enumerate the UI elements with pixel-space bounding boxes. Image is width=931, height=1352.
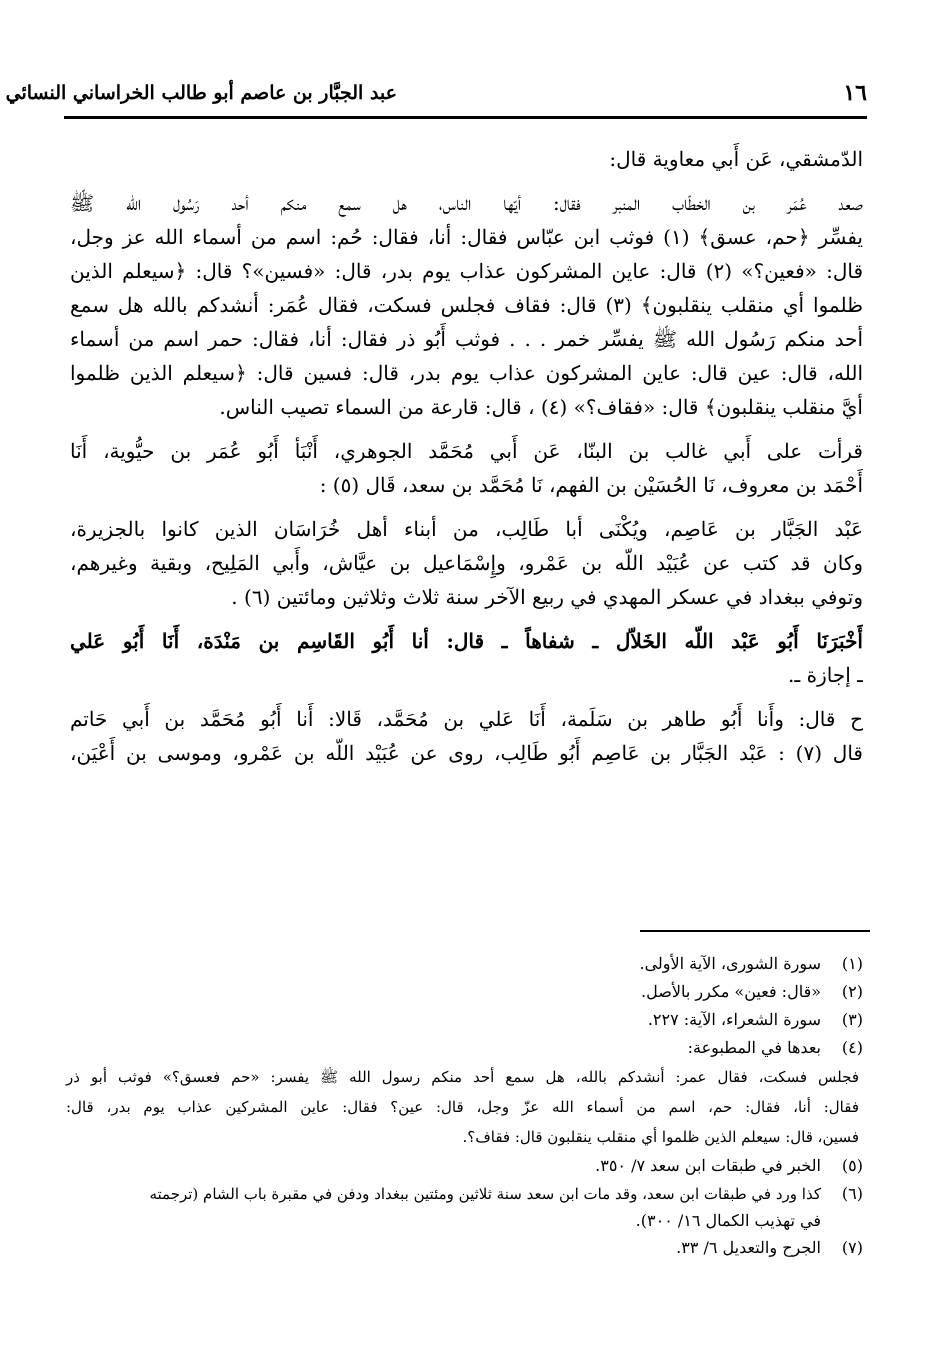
footnote-continuation: في تهذيب الكمال ١٦/ ٣٠٠). [635,1211,821,1230]
text-line: أيَّ منقلب ينقلبون﴾ قال: «فقاف؟» (٤) ، قال: قارعة من السماء تصيب الناس. [219,395,863,419]
text-line: ح قال: وأَنا أَبُو طاهر بن سَلَمة، أَنَا عَلي بن مُحَمَّد، قَالا: أَنا أَبُو مُحَمَّد بن أَبي حَاتم [70,707,863,731]
footnote [66,1006,863,1034]
footnote [66,950,863,978]
footnote-text: بعدها في المطبوعة: [687,1038,821,1057]
footnote-number: (٢) [841,982,863,1001]
footnote [66,1180,863,1208]
text-line: صعد عُمَر بن الخطّاب المنبر فقال: أيّها الناس، هل سمع منكم أحد رَسُول الله ﷺ [70,191,863,215]
footnote-text: سورة الشورى، الآية الأولى. [639,954,821,973]
footnote-number: (٤) [841,1038,863,1057]
footnote-text: كذا ورد في طبقات ابن سعد، وقد مات ابن سعد سنة ثلاثين ومئتين ببغداد ودفن في مقبرة باب الشام (ترجمته [149,1185,821,1203]
text-line: قال (٧) : عَبْد الجَبَّار بن عَاصِم أَبُو طَالِب، روى عن عُبَيْد اللّه بن عَمْرو، وموسى بن أَعْيَن، [70,741,863,765]
footnote-quote-line: فسين، قال: سيعلم الذين ظلموا أي منقلب ينقلبون قال: فقاف؟. [462,1128,859,1146]
text-line: أَحْمَد بن معروف، نَا الحُسَيْن بن الفهم، نَا مُحَمَّد بن سعد، قَال (٥) : [319,473,863,497]
running-header [5,78,867,118]
footnote-text: «قال: فعين» مكرر بالأصل. [641,982,821,1001]
footnote-number: (٥) [841,1156,863,1175]
footnote [66,1034,863,1062]
main-text [70,142,863,770]
page-number: ١٦ [843,80,867,106]
header-rule [64,116,867,119]
text-line: وتوفي ببغداد في عسكر المهدي في ربيع الآخر سنة ثلاث وثلاثين ومائتين (٦) . [231,585,863,609]
footnote-number: (٧) [841,1238,863,1257]
text-line: قال: «فعين؟» (٢) قال: عاين المشركون عذاب يوم بدر، قال: «فسين»؟ قال: ﴿سيعلم الذين [70,259,863,283]
text-line: وكان قد كتب عن عُبَيْد اللّه بن عَمْرو، وإِسْمَاعيل بن عيَّاش، وأَبي المَلِيح، وبقية وغيرهم، [70,551,863,575]
text-line: الدّمشقي، عَن أَبي معاوية قال: [609,147,863,171]
footnote-text: الخبر في طبقات ابن سعد ٧/ ٣٥٠. [595,1156,821,1175]
footnotes [66,950,863,1262]
footnote-quote-line: فقال: أنا، فقال: حم، اسم من أسماء الله عزّ وجل، قال: عين؟ فقال: عاين المشركين عذاب يوم بدر، قال: [66,1098,859,1116]
footnote-quote-line: فجلس فسكت، فقال عمر: أنشدكم بالله، هل سمع أحد منكم رسول الله ﷺ يفسر: «حم فعسق؟» فوثب أبو ذر [66,1068,859,1086]
text-line: ظلموا أي منقلب ينقلبون﴾ (٣) قال: فقاف فجلس فسكت، فقال عُمَر: أنشدكم بالله هل سمع [70,293,863,317]
footnote [66,1234,863,1262]
footnote-number: (٦) [841,1184,863,1203]
text-line: قرأت على أَبي غالب بن البنّا، عَن أَبي مُحَمَّد الجوهري، أَنْبَأ أَبُو عُمَر بن حيُّوية، أَنَا [70,439,863,463]
footnote-separator [640,930,870,932]
text-line: عَبْد الجَبَّار بن عَاصِم، ويُكْنَى أبا طَالِب، من أبناء أهل خُرَاسَان الذين كانوا بالجزيرة، [70,517,863,541]
text-line: أحد منكم رَسُول الله ﷺ يفسِّر خمر . . . فوثب أَبُو ذر فقال: أنا، فقال: حمر اسم من أسماء [70,327,863,351]
text-line: الله، قال: عين قال: عاين المشركون عذاب يوم بدر، قال: فسين قال: ﴿سيعلم الذين ظلموا [70,361,863,385]
footnote-number: (٣) [841,1010,863,1029]
running-title: عبد الجبَّار بن عاصم أبو طالب الخراساني النسائي [5,82,397,104]
footnote-number: (١) [841,954,863,973]
text-line: يفسِّر ﴿حم، عسق﴾ (١) فوثب ابن عبّاس فقال: أنا، فقال: حُم: اسم من أسماء الله عز وجل، [70,225,863,249]
text-line: أَخْبَرَنَا أَبُو عَبْد اللّه الخَلاّل ـ شفاهاً ـ قال: أنا أَبُو القَاسِم بن مَنْدَة، أَنَا أَبُو عَلي [70,629,863,653]
footnote-text: الجرح والتعديل ٦/ ٣٣. [676,1238,821,1257]
footnote [66,978,863,1006]
footnote-text: سورة الشعراء، الآية: ٢٢٧. [647,1010,821,1029]
footnote [66,1152,863,1180]
text-line: ـ إجازة ـ. [788,663,863,687]
